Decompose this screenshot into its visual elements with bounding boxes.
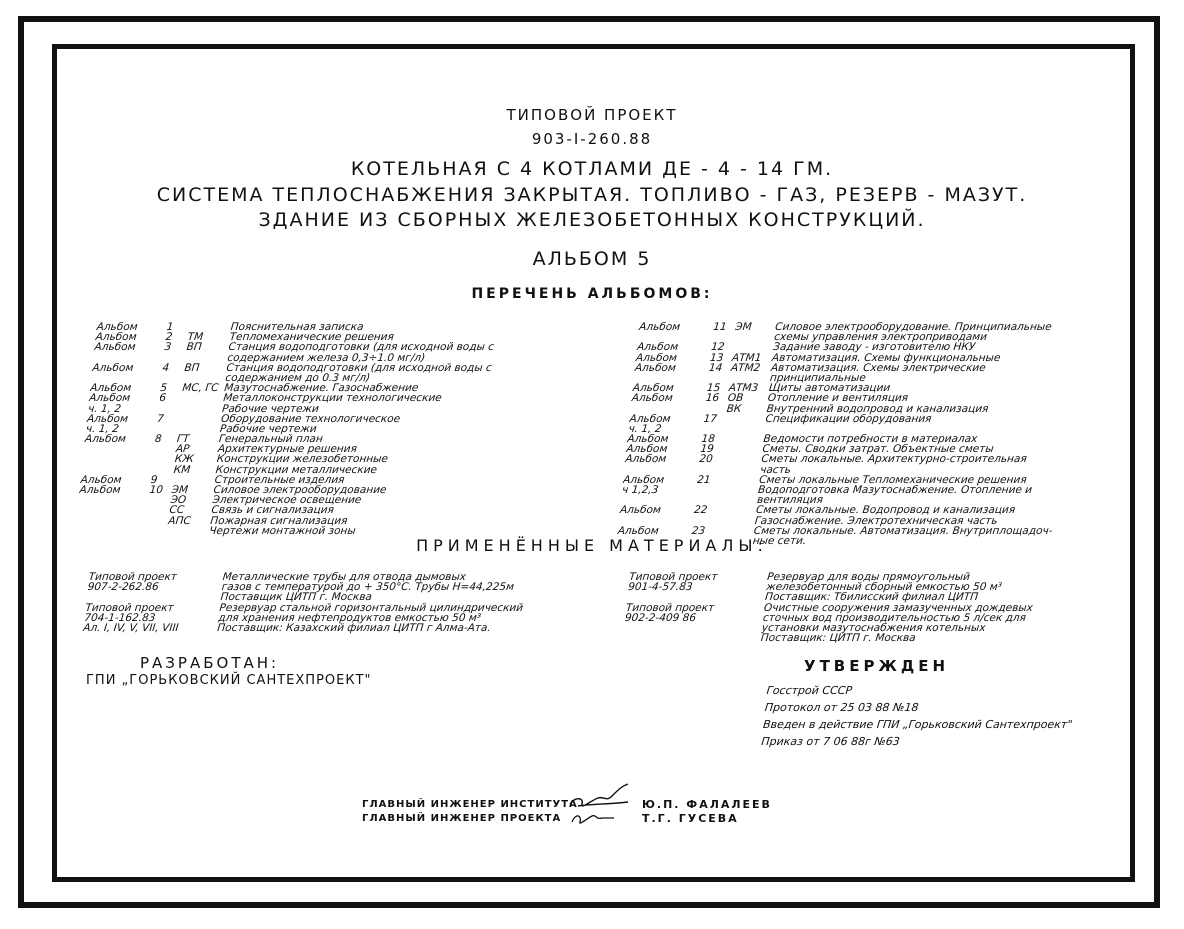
album-title: Оборудование технологическое: [220, 412, 401, 425]
album-number: 13: [709, 351, 725, 364]
album-code: АПС: [167, 514, 192, 527]
material-text: Поставщик: ЦИТП г. Москва: [760, 632, 917, 645]
album-code: АТМ1: [731, 351, 763, 364]
album-label: Альбом: [631, 392, 674, 405]
album-label: Альбом: [638, 321, 681, 333]
album-title: Пожарная сигнализация: [209, 514, 349, 527]
album-title: Рабочие чертежи: [221, 402, 320, 415]
material-row: [82, 621, 492, 634]
album-title: Конструкции металлические: [215, 463, 378, 476]
album-number: 19: [699, 443, 715, 456]
album-code: АР: [175, 443, 191, 456]
album-code: ВП: [185, 341, 203, 354]
signature-names: [642, 798, 772, 826]
album-title: Связь и сигнализация: [210, 504, 335, 517]
album-label: Альбом: [91, 361, 134, 374]
album-title: Пояснительная записка: [230, 321, 365, 333]
album-code: ЭО: [169, 494, 187, 507]
album-label: Альбом: [624, 453, 667, 466]
material-text: установки мазутоснабжения котельных: [761, 621, 987, 634]
album-title: вентиляция: [756, 494, 824, 507]
album-label: ч. 1, 2: [627, 422, 663, 435]
album-number: 16: [705, 392, 720, 405]
name-falaleev: Ю.П. ФАЛАЛЕЕВ: [642, 798, 772, 811]
album-title: Сметы локальные Тепломеханические решения: [758, 473, 1028, 486]
material-row: [627, 581, 1003, 594]
album-label: Альбом: [636, 341, 679, 354]
album-title: Архитектурные решения: [217, 443, 358, 456]
album-title: Водоподготовка Мазутоснабжение. Отопление и: [757, 484, 1033, 496]
approved-line: Протокол от 25 03 88 №18: [764, 701, 920, 714]
album-number: 4: [161, 361, 170, 374]
material-text: газов с температурой до + 350°С. Трубы Н=44,225м: [220, 581, 515, 594]
album-label: Альбом: [617, 524, 660, 537]
material-ref: Типовой проект: [625, 601, 715, 614]
approved-line: Введен в действие ГПИ „Горьковский Сантехпроект": [762, 718, 1074, 731]
material-text: Резервуар для воды прямоугольный: [766, 571, 971, 583]
album-title: Силовое электрооборудование: [212, 484, 388, 496]
album-number: 20: [698, 453, 714, 466]
album-number: 1: [166, 321, 175, 333]
album-number: 11: [712, 321, 728, 333]
album-row: [634, 361, 987, 374]
album-title: Рабочие чертежи: [219, 422, 318, 435]
material-row: [86, 581, 515, 594]
album-title: Щиты автоматизации: [768, 382, 891, 395]
material-text: Поставщик ЦИТП г. Москва: [219, 591, 373, 604]
album-label: Альбом: [78, 484, 122, 496]
material-text: Очистные сооружения замазученных дождевых: [763, 601, 1034, 614]
album-title: Мазутоснабжение. Газоснабжение: [223, 382, 419, 395]
album-number: 18: [700, 433, 716, 446]
handwritten-signatures: [562, 782, 634, 830]
approved-line: Госстрой СССР: [765, 684, 853, 697]
album-number: 12: [710, 341, 726, 354]
album-title: Генеральный план: [218, 433, 324, 446]
material-text: Поставщик: Казахский филиал ЦИТП г Алма-Ата.: [216, 621, 492, 634]
material-ref: 907-2-262.86: [86, 581, 160, 594]
album-code: ВК: [726, 402, 742, 415]
album-title: Чертежи монтажной зоны: [208, 524, 357, 537]
album-title: Тепломеханические решения: [229, 331, 395, 344]
album-label: Альбом: [628, 412, 672, 425]
album-number: 21: [696, 473, 712, 486]
approved-heading: УТВЕРЖДЕН: [804, 657, 949, 675]
album-title: Сметы. Сводки затрат. Объектные сметы: [761, 443, 995, 456]
album-title: Спецификации оборудования: [764, 412, 933, 425]
album-number: 23: [691, 524, 706, 537]
approved-line: Приказ от 7 06 88г №63: [760, 735, 901, 748]
album-row: [619, 504, 1016, 517]
album-row: [88, 392, 443, 405]
album-label: ч 1,2,3: [621, 484, 660, 496]
album-row: [93, 341, 495, 354]
album-title: Сметы локальные. Архитектурно-строительная: [760, 453, 1028, 466]
album-code: ТМ: [187, 331, 204, 344]
album-label: Альбом: [632, 382, 675, 395]
album-title: Автоматизация. Схемы функциональные: [771, 351, 1002, 364]
album-number: 8: [154, 433, 163, 446]
material-text: железобетонный сборный емкостью 50 м³: [765, 581, 1003, 594]
album-title: Задание заводу - изготовителю НКУ: [772, 341, 976, 354]
album-label: Альбом: [80, 473, 123, 486]
album-number: 22: [693, 504, 708, 517]
album-label: Альбом: [625, 443, 668, 456]
album-number: 17: [702, 412, 718, 425]
album-title: ные сети.: [752, 534, 807, 547]
album-number: 7: [156, 412, 165, 425]
album-label: Альбом: [89, 382, 132, 395]
album-title: часть: [759, 463, 792, 476]
title-line-1: КОТЕЛЬНАЯ С 4 КОТЛАМИ ДЕ - 4 - 14 ГМ.: [350, 158, 834, 180]
material-ref: 901-4-57.83: [627, 581, 694, 594]
album-number: 3: [163, 341, 172, 354]
album-title: Силовое электрооборудование. Принципиальные: [774, 321, 1053, 333]
album-title: Отопление и вентиляция: [767, 392, 909, 405]
album-title: Ведомости потребности в материалах: [762, 433, 978, 446]
album-title: Газоснабжение. Электротехническая часть: [754, 514, 999, 527]
album-label: Альбом: [635, 351, 678, 364]
album-number: 9: [150, 473, 158, 486]
title-line-3: ЗДАНИЕ ИЗ СБОРНЫХ ЖЕЛЕЗОБЕТОННЫХ КОНСТРУКЦИЙ.: [258, 209, 926, 231]
material-text: сточных вод производительностью 5 л/сек для: [762, 611, 1027, 624]
album-label: ч. 1, 2: [85, 422, 120, 435]
album-title: содержанием железа 0,3÷1.0 мг/л): [226, 351, 426, 364]
header-label: ТИПОВОЙ ПРОЕКТ: [506, 106, 678, 124]
album-title: Электрическое освещение: [211, 494, 362, 507]
album-code: ВП: [183, 361, 201, 374]
approved-lines: [760, 682, 1076, 750]
album-title: Станция водоподготовки (для исходной воды с: [227, 341, 495, 354]
album-row: [631, 392, 909, 405]
album-number: 6: [158, 392, 167, 405]
album-label: Альбом: [622, 473, 665, 486]
album-code: ОВ: [727, 392, 744, 405]
album-row: [91, 361, 493, 374]
album-number: 15: [706, 382, 721, 395]
name-guseva: Т.Г. ГУСЕВА: [642, 812, 739, 825]
album-title: Конструкции железобетонные: [216, 453, 389, 466]
album-code: СС: [168, 504, 185, 517]
album-title: Автоматизация. Схемы электрические: [770, 361, 987, 374]
album-label: Альбом: [634, 361, 677, 374]
album-label: Альбом: [619, 504, 662, 517]
album-code: ЭМ: [170, 484, 189, 496]
developed-org: ГПИ „ГОРЬКОВСКИЙ САНТЕХПРОЕКТ": [86, 673, 372, 688]
album-title: Внутренний водопровод и канализация: [766, 402, 990, 415]
album-row: [621, 484, 1033, 496]
project-code: 903-I-260.88: [531, 130, 653, 148]
album-title: Металлоконструкции технологические: [222, 392, 443, 405]
album-code: ЭМ: [734, 321, 753, 333]
role-chief-institute: ГЛАВНЫЙ ИНЖЕНЕР ИНСТИТУТА: [362, 799, 578, 810]
album-row: [84, 433, 324, 446]
developed-heading: РАЗРАБОТАН:: [140, 654, 280, 672]
album-title: Сметы локальные. Водопровод и канализация: [755, 504, 1016, 517]
material-text: Поставщик: Тбилисский филиал ЦИТП: [764, 591, 979, 604]
album-label: Альбом: [88, 392, 131, 405]
album-number: 10: [148, 484, 164, 496]
album-number: 14: [708, 361, 723, 374]
album-label: ч. 1, 2: [87, 402, 122, 415]
material-ref: Типовой проект: [628, 571, 719, 583]
material-ref: Типовой проект: [88, 571, 178, 583]
album-row: [617, 524, 1054, 537]
album-code: ГТ: [176, 433, 190, 446]
album-title: схемы управления электроприводами: [773, 331, 988, 344]
material-text: Металлические трубы для отвода дымовых: [222, 571, 467, 583]
album-title: Строительные изделия: [214, 473, 346, 486]
title-line-2: СИСТЕМА ТЕПЛОСНАБЖЕНИЯ ЗАКРЫТАЯ. ТОПЛИВО - ГАЗ, РЕЗЕРВ - МАЗУТ.: [156, 184, 1028, 206]
album-number: 2: [165, 331, 173, 344]
album-row: [638, 321, 1053, 333]
album-code: АТМ2: [730, 361, 761, 374]
album-title: принципиальные: [769, 371, 867, 384]
album-number: АЛЬБОМ 5: [532, 248, 652, 270]
album-code: АТМ3: [728, 382, 759, 395]
album-title: содержанием до 0.3 мг/л): [224, 371, 371, 384]
material-text: Резервуар стальной горизонтальный цилиндрический: [218, 601, 524, 614]
material-row: [624, 611, 1027, 624]
role-chief-project: ГЛАВНЫЙ ИНЖЕНЕР ПРОЕКТА: [362, 813, 562, 824]
albums-list-heading: ПЕРЕЧЕНЬ АЛЬБОМОВ:: [471, 286, 713, 302]
album-row: [624, 453, 1028, 466]
album-label: Альбом: [86, 412, 129, 425]
materials-heading: ПРИМЕНЁННЫЕ МАТЕРИАЛЫ:: [416, 536, 768, 555]
material-ref: Ал. I, IV, V, VII, VIII: [82, 621, 180, 634]
album-row: [78, 484, 388, 496]
material-text: для хранения нефтепродуктов емкостью 50 м³: [217, 611, 482, 624]
album-label: Альбом: [626, 433, 670, 446]
album-label: Альбом: [93, 341, 137, 354]
album-code: МС, ГС: [181, 382, 220, 395]
material-ref: 902-2-409 86: [624, 611, 697, 624]
signature-roles: [362, 798, 578, 826]
album-title: Станция водоподготовки (для исходной воды с: [225, 361, 493, 374]
album-code: КЖ: [174, 453, 195, 466]
album-number: 5: [159, 382, 168, 395]
material-ref: Типовой проект: [84, 601, 175, 614]
album-label: Альбом: [95, 331, 138, 344]
album-title: Сметы локальные. Автоматизация. Внутриплощадоч-: [753, 524, 1054, 537]
album-code: КМ: [173, 463, 191, 476]
album-label: Альбом: [96, 321, 139, 333]
album-label: Альбом: [84, 433, 127, 446]
material-ref: 704-1-162.83: [83, 611, 157, 624]
